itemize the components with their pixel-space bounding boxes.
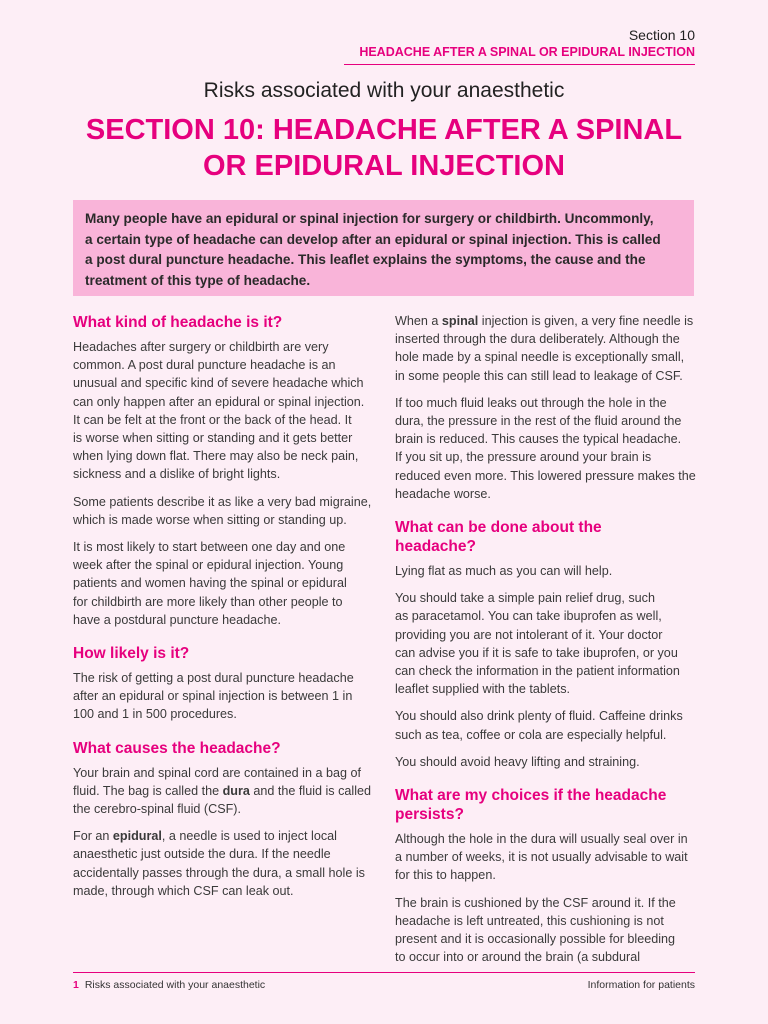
page-title-line: OR EPIDURAL INJECTION: [202, 150, 565, 182]
text-line: Although the hole in the dura will usually seal over in: [395, 832, 688, 847]
text-line: as paracetamol. You can take ibuprofen as well,: [395, 609, 662, 624]
paragraph: [395, 753, 695, 771]
paragraph: [395, 312, 695, 385]
text-line: for childbirth are more likely than other people to: [73, 594, 343, 609]
text-line: providing you are not intolerant of it. Your doctor: [395, 627, 663, 642]
text-line: common. A post dural puncture headache is an: [73, 358, 336, 373]
text-line: in some people this can still lead to leakage of CSF.: [395, 368, 683, 383]
paragraph: [395, 830, 695, 885]
text-line: You should avoid heavy lifting and straining.: [395, 754, 640, 769]
text-line: The brain is cushioned by the CSF around it. If the: [395, 895, 676, 910]
paragraph: [73, 538, 373, 629]
header-rule: [344, 64, 695, 65]
text-line: to occur into or around the brain (a subdural: [395, 950, 641, 965]
paragraph: [73, 669, 373, 724]
paragraph: [395, 394, 695, 503]
text-line: anaesthetic just outside the dura. If the needle: [73, 847, 331, 862]
text-line: sickness and a dislike of bright lights.: [73, 467, 281, 482]
term-epidural: epidural: [112, 829, 162, 844]
text-line: Lying flat as much as you can will help.: [395, 564, 613, 579]
intro-line: a certain type of headache can develop after an epidural or spinal injection. This is called: [85, 231, 661, 247]
text-line: headache is left untreated, this cushioning is not: [395, 913, 664, 928]
term-dura: dura: [222, 783, 250, 798]
page-number: 1: [73, 979, 79, 991]
text-line: fluid. The bag is called the dura and the fluid is called: [73, 783, 372, 798]
text-line: accidentally passes through the dura, a small hole is: [73, 865, 365, 880]
text-line: patients and women having the spinal or epidural: [73, 576, 347, 591]
header-running-title: HEADACHE AFTER A SPINAL OR EPIDURAL INJECTION: [359, 45, 695, 59]
text-line: reduced even more. This lowered pressure makes the: [395, 468, 696, 483]
footer-left-text: Risks associated with your anaesthetic: [84, 979, 266, 991]
text-line: You should take a simple pain relief drug, such: [395, 591, 655, 606]
paragraph: [395, 589, 695, 698]
text-line: The risk of getting a post dural puncture headache: [73, 671, 354, 686]
text-line: week after the spinal or epidural injection. Young: [73, 558, 344, 573]
text-line: present and it is occasionally possible for bleeding: [395, 932, 676, 947]
text-line: the cerebro-spinal fluid (CSF).: [73, 802, 241, 817]
text-line: If too much fluid leaks out through the hole in the: [395, 395, 667, 410]
intro-box: [73, 200, 694, 296]
heading-choices-if-persists: What are my choices if the headache persists?: [395, 787, 667, 824]
text-line: a number of weeks, it is not usually advisable to wait: [395, 850, 688, 865]
right-column: [395, 312, 695, 975]
paragraph: [395, 707, 695, 743]
text-line: If you sit up, the pressure around your brain is: [395, 450, 652, 465]
page-title-line: SECTION 10: HEADACHE AFTER A SPINAL: [85, 114, 683, 146]
paragraph: [73, 493, 373, 529]
text-line: brain is reduced. This causes the typical headache.: [395, 432, 682, 447]
text-line: leaflet supplied with the tablets.: [395, 682, 571, 697]
paragraph: [395, 894, 695, 967]
text-line: can only happen after an epidural or spinal injection.: [73, 394, 365, 409]
page-title: [0, 112, 768, 184]
paragraph: [73, 338, 373, 484]
text-line: 100 and 1 in 500 procedures.: [73, 707, 237, 722]
text-line: It can be felt at the front or the back of the head. It: [73, 412, 352, 427]
footer-right: Information for patients: [587, 979, 695, 991]
paragraph: [395, 562, 695, 580]
text-line: after an epidural or spinal injection is between 1 in: [73, 689, 353, 704]
left-column: [73, 313, 373, 909]
paragraph: [73, 764, 373, 819]
term-spinal: spinal: [441, 314, 479, 328]
text-line: can check the information in the patient information: [395, 664, 680, 679]
text-line: headache worse.: [395, 486, 491, 501]
text-line: such as tea, coffee or cola are especially helpful.: [395, 727, 667, 742]
heading-what-causes: What causes the headache?: [73, 739, 281, 757]
text-line: unusual and specific kind of severe headache which: [73, 376, 364, 391]
text-line: You should also drink plenty of fluid. Caffeine drinks: [395, 709, 683, 724]
text-line: When a spinal injection is given, a very fine needle is: [395, 314, 694, 328]
paragraph: [73, 827, 373, 900]
text-line: inserted through the dura deliberately. Although the: [395, 332, 680, 347]
text-line: for this to happen.: [395, 868, 496, 883]
text-line: which is made worse when sitting or standing up.: [73, 512, 347, 527]
text-line: hole made by a spinal needle is exceptionally small,: [395, 350, 685, 365]
text-line: Your brain and spinal cord are contained in a bag of: [73, 765, 361, 780]
footer-rule: [73, 972, 695, 973]
text-line: dura, the pressure in the rest of the fluid around the: [395, 414, 682, 429]
text-line: Some patients describe it as like a very bad migraine,: [73, 494, 372, 509]
page-subtitle: Risks associated with your anaesthetic: [203, 79, 565, 102]
footer-left: [73, 979, 265, 991]
header-section-label: Section 10: [628, 27, 695, 43]
text-line: have a postdural puncture headache.: [73, 612, 281, 627]
intro-line: a post dural puncture headache. This leaflet explains the symptoms, the cause and the: [85, 252, 646, 267]
heading-what-kind: What kind of headache is it?: [73, 314, 283, 331]
text-line: For an epidural, a needle is used to inject local: [73, 829, 337, 844]
heading-how-likely: How likely is it?: [73, 645, 190, 663]
heading-what-can-be-done: What can be done about the headache?: [395, 519, 602, 556]
text-line: is worse when sitting or standing and it gets better: [73, 431, 353, 446]
intro-line: Many people have an epidural or spinal injection for surgery or childbirth. Uncommonly,: [85, 211, 654, 226]
text-line: can advise you if it is safe to take ibuprofen, or you: [395, 645, 678, 660]
text-line: when lying down flat. There may also be neck pain,: [73, 449, 359, 464]
intro-line: treatment of this type of headache.: [85, 272, 311, 288]
text-line: Headaches after surgery or childbirth are very: [73, 340, 329, 354]
text-line: It is most likely to start between one day and one: [73, 540, 346, 555]
text-line: made, through which CSF can leak out.: [73, 883, 294, 898]
